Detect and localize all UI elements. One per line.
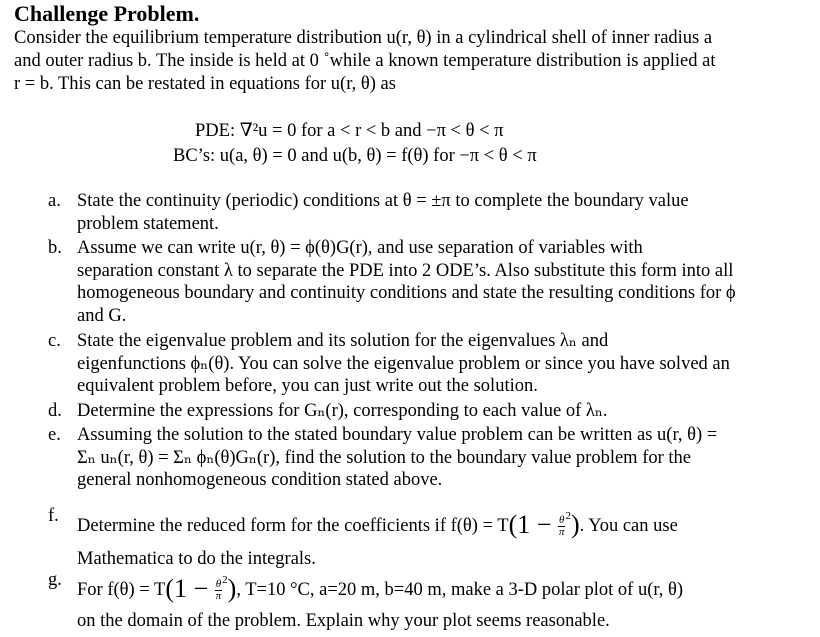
item-line: problem statement.: [77, 213, 219, 234]
item-line: eigenfunctions ϕₙ(θ). You can solve the eigenvalue problem or since you have solved an: [77, 353, 730, 374]
item-line: and G.: [77, 305, 127, 326]
item-label: e.: [48, 425, 61, 445]
item-label: b.: [48, 238, 62, 258]
boundary-conditions-equation: BC’s: u(a, θ) = 0 and u(b, θ) = f(θ) for −π < θ < π: [173, 146, 537, 166]
fraction-numerator: θ: [558, 514, 565, 527]
intro-line: Consider the equilibrium temperature distribution u(r, θ) in a cylindrical shell of inner radius a: [14, 28, 713, 48]
item-g-suffix: , T=10 °C, a=20 m, b=40 m, make a 3-D polar plot of u(r, θ): [236, 580, 684, 600]
item-f-suffix: . You can use: [579, 516, 678, 536]
item-line: Mathematica to do the integrals.: [77, 549, 316, 570]
item-line: Σₙ uₙ(r, θ) = Σₙ ϕₙ(θ)Gₙ(r), find the solution to the boundary value problem for the: [77, 447, 691, 468]
item-line: Determine the expressions for Gₙ(r), corresponding to each value of λₙ.: [77, 401, 608, 421]
paren-open: (1 −: [165, 574, 215, 603]
intro-line: r = b. This can be restated in equations for u(r, θ) as: [14, 74, 396, 94]
item-label: f.: [48, 506, 59, 526]
fraction-numerator: θ: [215, 578, 222, 591]
item-line: homogeneous boundary and continuity conditions and state the resulting conditions for ϕ: [77, 283, 736, 303]
page-title: Challenge Problem.: [14, 1, 200, 26]
item-line: Assuming the solution to the stated boundary value problem can be written as u(r, θ) =: [77, 425, 718, 445]
item-label: g.: [48, 570, 62, 590]
pde-equation: PDE: ∇²u = 0 for a < r < b and −π < θ < π: [195, 121, 504, 141]
intro-paragraph: [14, 27, 814, 96]
item-line: equivalent problem before, you can just write out the solution.: [77, 376, 538, 396]
item-g-prefix: For f(θ) = T: [77, 580, 166, 600]
exponent: 2: [222, 574, 228, 586]
item-line: Assume we can write u(r, θ) = ϕ(θ)G(r), and use separation of variables with: [77, 238, 643, 258]
exponent: 2: [565, 510, 571, 522]
item-label: d.: [48, 401, 62, 421]
fraction-denominator: π: [558, 526, 565, 539]
item-label: a.: [48, 191, 61, 211]
paren-open: (1 −: [508, 510, 558, 539]
intro-line: and outer radius b. The inside is held at 0 ˚while a known temperature distribution is applied at: [14, 51, 716, 71]
item-line: separation constant λ to separate the PDE into 2 ODE’s. Also substitute this form into all: [77, 260, 734, 281]
fraction-denominator: π: [215, 590, 222, 603]
item-line: State the eigenvalue problem and its solution for the eigenvalues λₙ and: [77, 331, 609, 351]
item-f-prefix: Determine the reduced form for the coefficients if f(θ) = T: [77, 516, 509, 536]
item-line: general nonhomogeneous condition stated above.: [77, 470, 443, 490]
item-line: State the continuity (periodic) conditions at θ = ±π to complete the boundary value: [77, 191, 689, 211]
paren-close: ): [227, 574, 237, 603]
item-line: [77, 505, 812, 538]
item-label: c.: [48, 331, 61, 351]
paren-close: ): [570, 510, 580, 539]
item-line: [77, 569, 812, 602]
item-line: on the domain of the problem. Explain why your plot seems reasonable.: [77, 611, 610, 632]
